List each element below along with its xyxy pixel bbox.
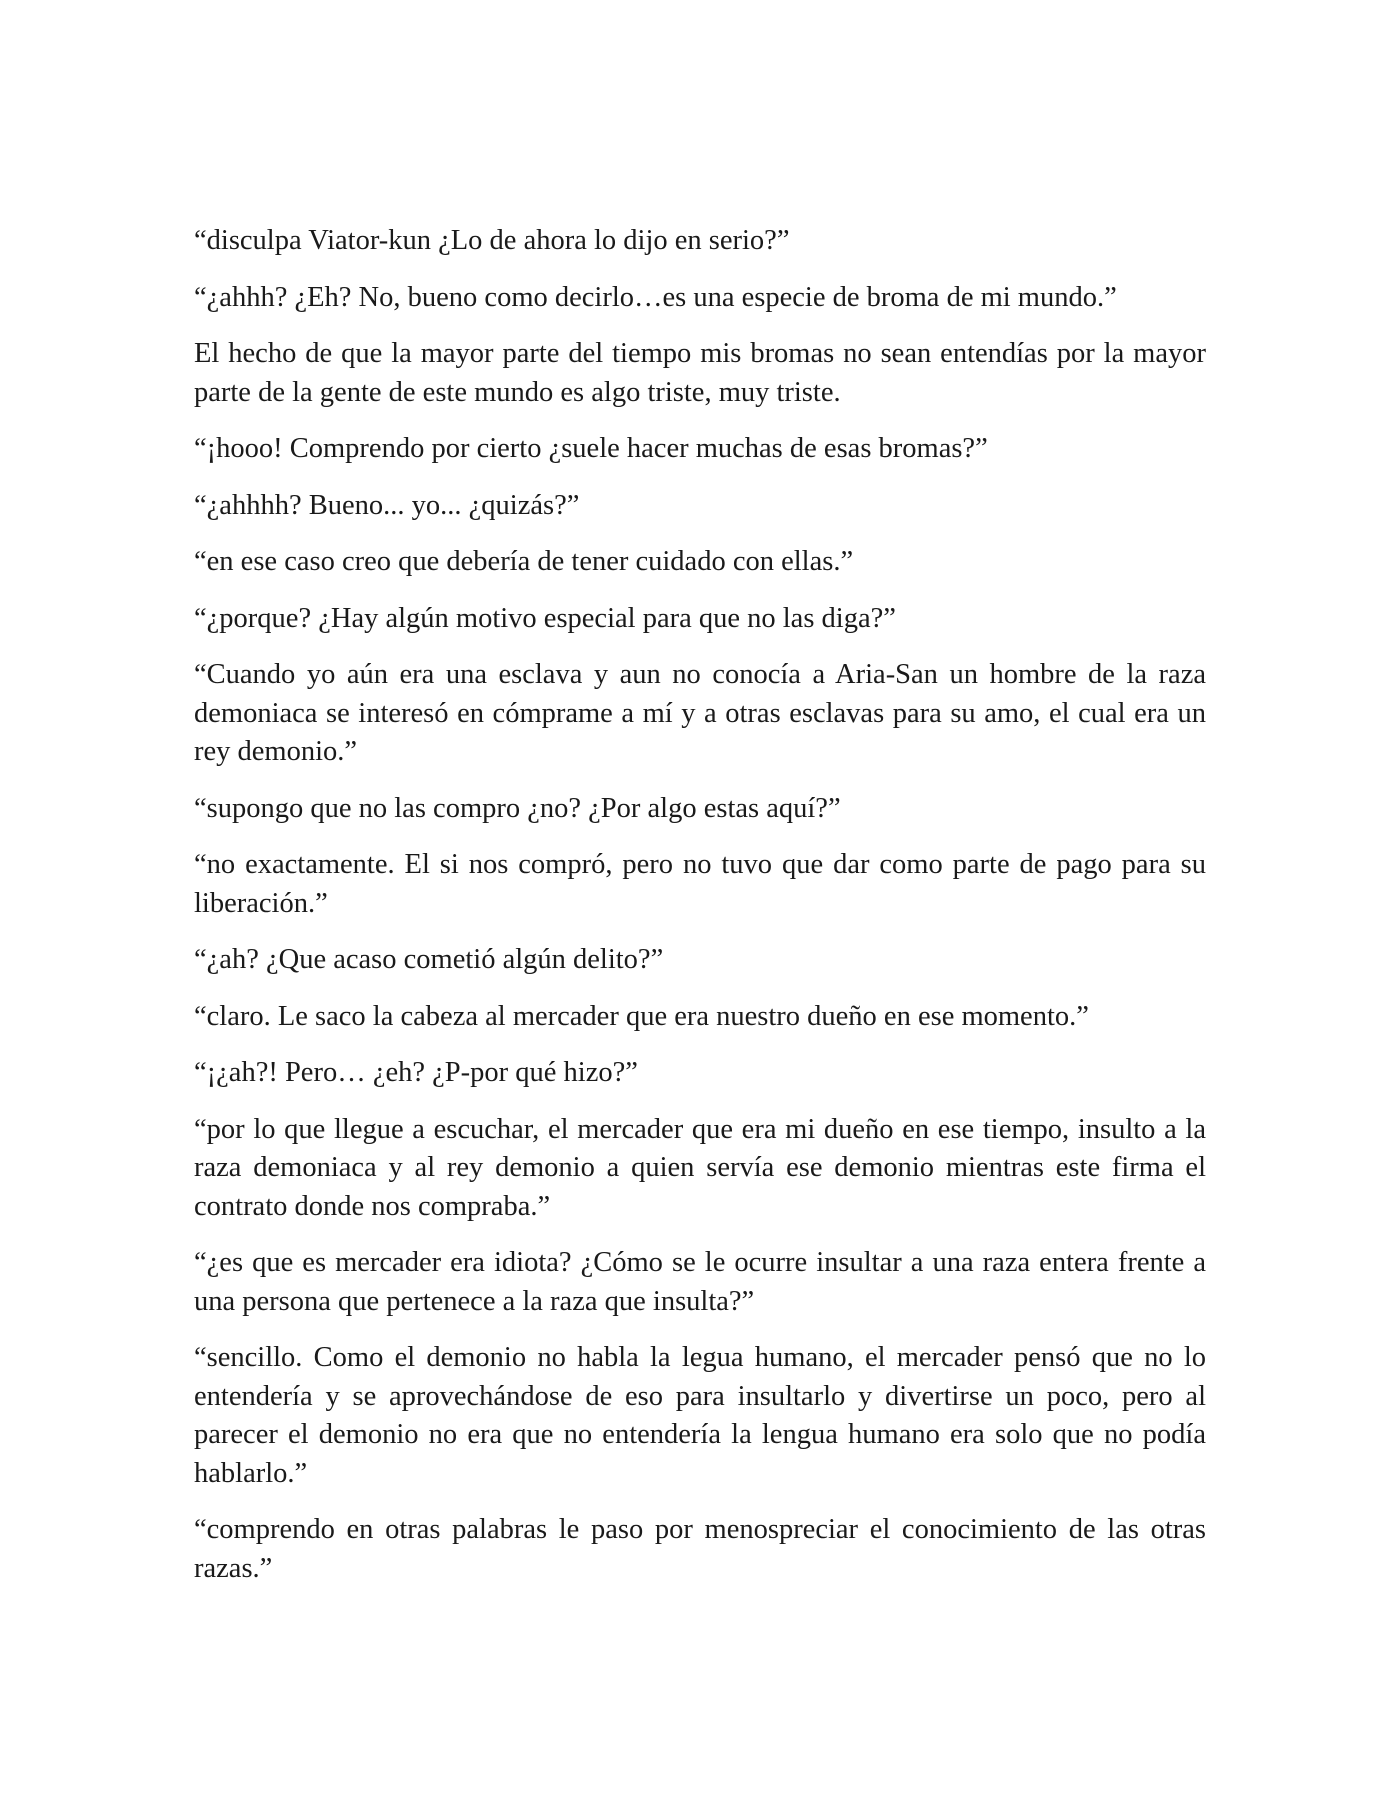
document-body	[194, 222, 1206, 1606]
paragraph: “¡hooo! Comprendo por cierto ¿suele hacer muchas de esas bromas?”	[194, 433, 988, 464]
paragraph: “¿porque? ¿Hay algún motivo especial para que no las diga?”	[194, 602, 896, 634]
paragraph: “claro. Le saco la cabeza al mercader que era nuestro dueño en ese momento.”	[194, 1000, 1089, 1032]
paragraph: “¿ahhh? ¿Eh? No, bueno como decirlo…es una especie de broma de mi mundo.”	[194, 281, 1117, 313]
paragraph: “sencillo. Como el demonio no habla la legua humano, el mercader pensó que no lo entendería y se aprovechándose de eso para insultarlo y divertirse un poco, pero al parecer el demonio no era que no entendería la lengua humano era solo que no podía hablarlo.”	[194, 1342, 1206, 1489]
paragraph: “comprendo en otras palabras le paso por menospreciar el conocimiento de las otras razas.”	[194, 1514, 1206, 1584]
paragraph: “¿ahhhh? Bueno... yo... ¿quizás?”	[194, 489, 580, 521]
paragraph: “por lo que llegue a escuchar, el mercader que era mi dueño en ese tiempo, insulto a la raza demoniaca y al rey demonio a quien servía ese demonio mientras este firma el contrato donde nos compraba.”	[194, 1113, 1206, 1222]
paragraph: “no exactamente. El si nos compró, pero no tuvo que dar como parte de pago para su liberación.”	[194, 849, 1206, 919]
paragraph: “disculpa Viator-kun ¿Lo de ahora lo dijo en serio?”	[194, 225, 790, 256]
paragraph: El hecho de que la mayor parte del tiempo mis bromas no sean entendías por la mayor parte de la gente de este mundo es algo triste, muy triste.	[194, 338, 1206, 408]
paragraph: “¡¿ah?! Pero… ¿eh? ¿P-por qué hizo?”	[194, 1057, 638, 1088]
paragraph: “Cuando yo aún era una esclava y aun no conocía a Aria-San un hombre de la raza demoniaca se interesó en cómprame a mí y a otras esclavas para su amo, el cual era un rey demonio.”	[194, 659, 1206, 767]
paragraph: “¿ah? ¿Que acaso cometió algún delito?”	[194, 944, 664, 975]
paragraph: “¿es que es mercader era idiota? ¿Cómo se le ocurre insultar a una raza entera frente a una persona que pertenece a la raza que insulta?”	[194, 1247, 1206, 1317]
paragraph: “supongo que no las compro ¿no? ¿Por algo estas aquí?”	[194, 792, 841, 824]
paragraph: “en ese caso creo que debería de tener cuidado con ellas.”	[194, 546, 854, 577]
